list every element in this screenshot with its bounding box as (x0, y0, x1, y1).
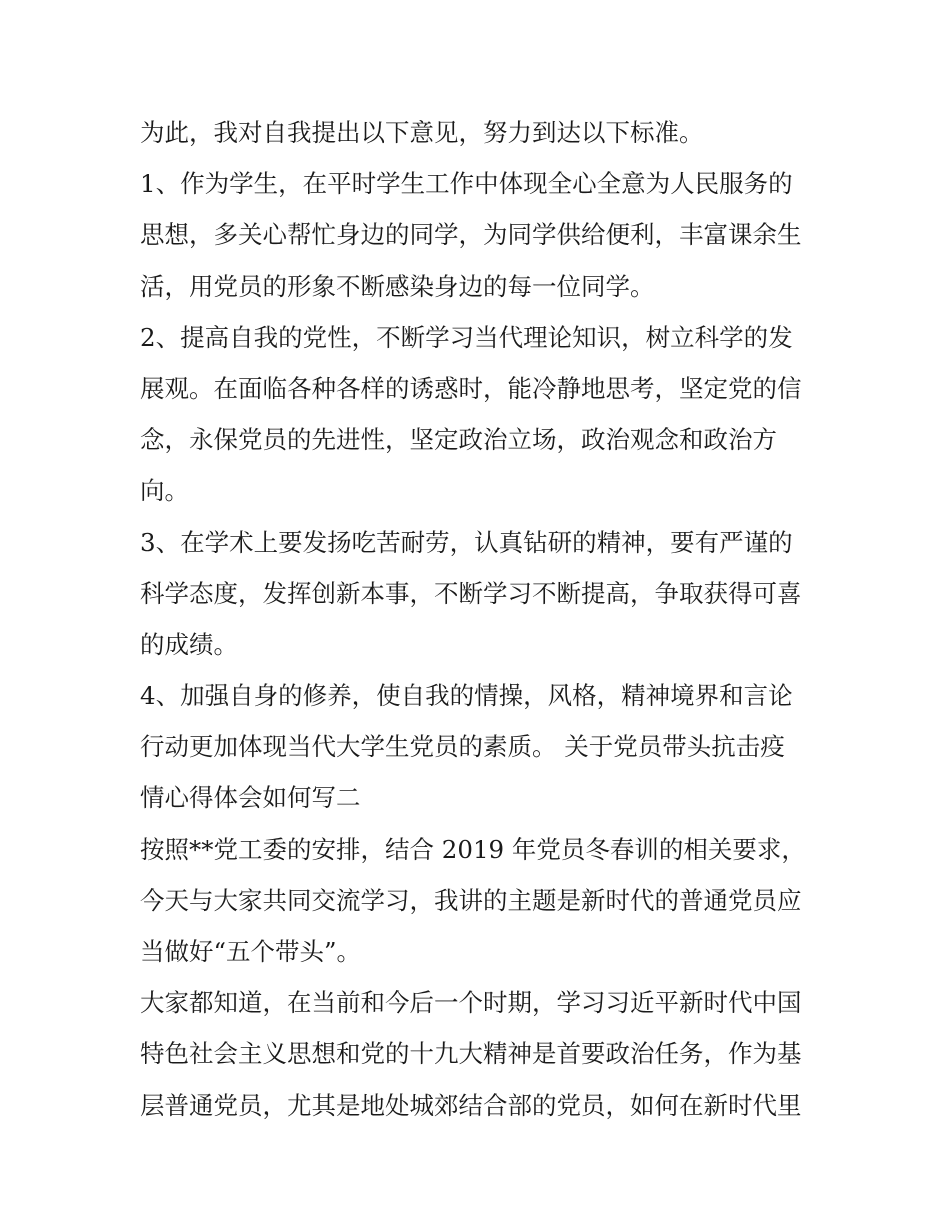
text-line: 活，用党员的形象不断感染身边的每一位同学。 (140, 271, 655, 301)
text-line: 4、加强自身的修养，使自我的情操，风格，精神境界和言论 (140, 681, 793, 711)
text-line: 科学态度，发挥创新本事，不断学习不断提高，争取获得可喜 (140, 578, 802, 608)
text-line: 大家都知道，在当前和今后一个时期，学习习近平新时代中国 (140, 988, 802, 1018)
text-line: 层普通党员，尤其是地处城郊结合部的党员，如何在新时代里 (140, 1090, 802, 1120)
text-line: 今天与大家共同交流学习，我讲的主题是新时代的普通党员应 (140, 885, 802, 915)
text-line: 的成绩。 (140, 629, 238, 659)
text-line: 2、提高自我的党性，不断学习当代理论知识，树立科学的发 (140, 322, 793, 352)
text-line: 情心得体会如何写二 (140, 783, 361, 813)
document-body (140, 107, 820, 1131)
text-line: 特色社会主义思想和党的十九大精神是首要政治任务，作为基 (140, 1039, 802, 1069)
text-line: 3、在学术上要发扬吃苦耐劳，认真钻研的精神，要有严谨的 (140, 527, 793, 557)
text-line: 当做好“五个带头”。 (140, 937, 362, 966)
text-line: 向。 (140, 476, 189, 506)
text-line: 展观。在面临各种各样的诱惑时，能冷静地思考，坚定党的信 (140, 373, 802, 403)
text-line: 1、作为学生，在平时学生工作中体现全心全意为人民服务的 (140, 169, 793, 199)
text-line: 念，永保党员的先进性，坚定政治立场，政治观念和政治方 (140, 425, 777, 455)
text-line: 为此，我对自我提出以下意见，努力到达以下标准。 (140, 118, 704, 147)
text-line: 行动更加体现当代大学生党员的素质。 关于党员带头抗击疫 (140, 732, 785, 762)
text-line: 按照**党工委的安排，结合 2019 年党员冬春训的相关要求， (140, 834, 806, 864)
text-line: 思想，多关心帮忙身边的同学，为同学供给便利，丰富课余生 (140, 220, 802, 250)
